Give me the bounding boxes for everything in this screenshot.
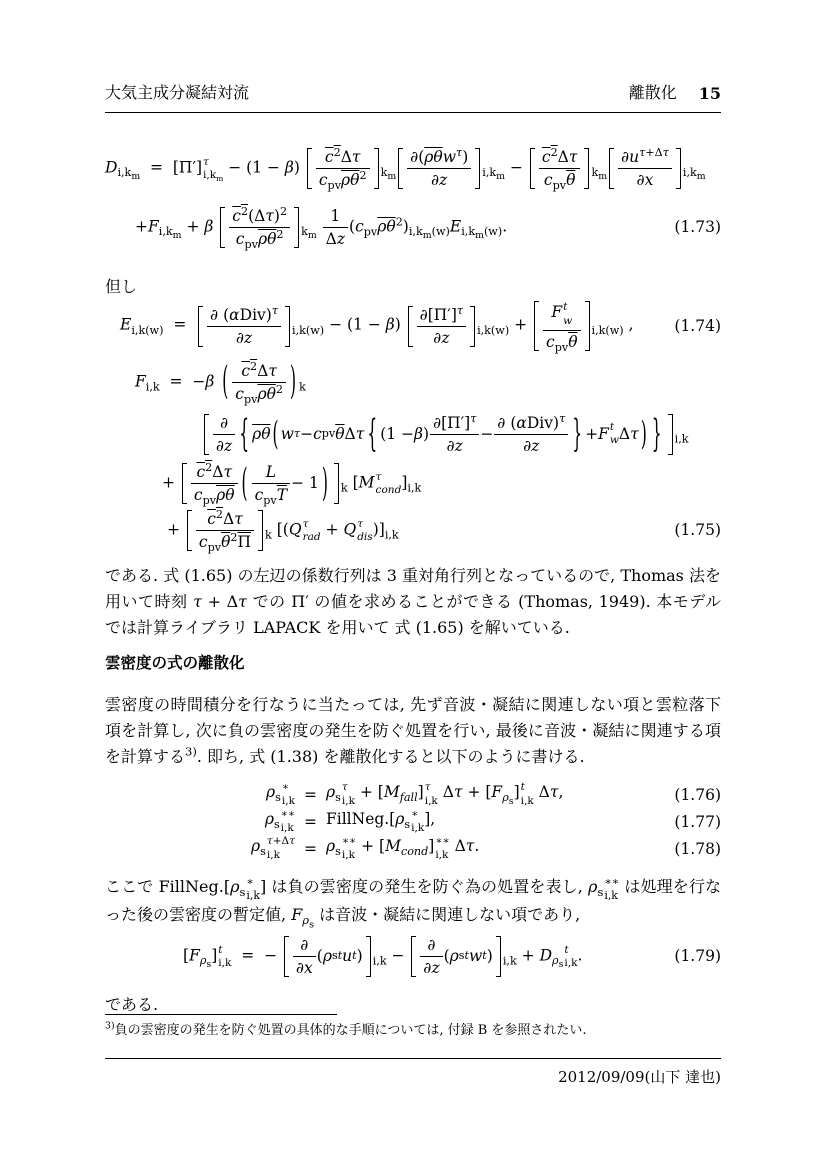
equation-number: (1.78) [674, 839, 721, 858]
equation-content: $E_{i,k(w)}$ = ∂ $(\alpha Div)^\tau$ ∂z $_{i,k(w)}$ − (1 − β) $\partial[\Pi']^\tau$ ∂z $_{i,k(w)}$ + Ft w $c_{pv}\overline{\theta}$ $_{i,k(w)}$ , [120, 301, 634, 354]
header-section-title: 離散化 [628, 83, 677, 102]
equation-lhs: $\rho_s\tau+\Delta\tau$ i,k [251, 835, 295, 861]
equation-rhs: $FillNeg.[\rho_s∗$ i,k], [326, 808, 436, 834]
equation-content: $D_{i,k_m} = [\Pi']\tau$ $i,k_m - (1 - \beta)$ $c^2\Delta\tau$ $c_{pv}\overline{\rho}\overline{\theta}^2$ $_{k_m}$ $\partial(\overline{\rho}\overline{\theta}w^\tau)$ ∂z $_{i,k_m}$ − $c^2\Delta\tau$ $c_{pv}\overline{\theta}$ $_{k_m}$ $\partial u^{\tau+\Delta\tau}$ ∂x $_{i,k_m}$ [105, 145, 706, 192]
equation-rhs: $\rho_s\tau$ $i,k + [M_{fall}]\tau$ i,k $\Delta\tau + [F_{\rho_s}]t$ i,k Δτ, [326, 781, 564, 808]
equation-content: $[F_{\rho_s}]t$ i,k = − ∂ ∂x ( ρ s t u t ) $_{i,k}$ − ∂ ∂z ( ρ s t w t ) $_{i,k} + D_{\rho_s}t$ i,k. [183, 935, 583, 977]
equation-1-77 [105, 808, 721, 835]
equation-content: + $c^2\Delta\tau$ $c_{pv}\overline{\rho}\overline{\theta}$ ( L $c_{pv}\overline{T}$ − 1 ) $_k$ [Mτ $cond]_{i,k}$ [162, 460, 422, 507]
equation-1-78 [105, 835, 721, 862]
equation-number: (1.79) [674, 947, 721, 965]
equation-number: (1.74) [674, 317, 721, 335]
equation-1-75 [105, 355, 721, 553]
equation-line [105, 459, 721, 507]
section-heading: 雲密度の式の離散化 [105, 654, 245, 672]
equation-1-79 [105, 931, 721, 981]
equals-sign: = [304, 839, 317, 858]
equation-content: $F_{i,k} = -\beta$ ( $c^2\Delta\tau$ $c_{pv}\overline{\rho}\overline{\theta}^2$ ) $_k$ [135, 358, 306, 406]
footer-rule [105, 1058, 721, 1059]
equation-number: (1.77) [674, 812, 721, 831]
equals-sign: = [304, 812, 317, 831]
equation-line [105, 198, 721, 256]
equation-number: (1.75) [674, 521, 721, 539]
equation-rhs: $\rho_s∗∗$ $i,k + [M_{cond}]∗∗$ i,k Δτ. [326, 835, 480, 861]
footnote: $^{3)}$負の雲密度の発生を防ぐ処置の具体的な手順については, 付録 B を参照されたい. [105, 1020, 587, 1038]
equation-group-176-178 [105, 781, 721, 862]
equation-content: + $c^2\Delta\tau$ $c_{pv}\overline{\theta}^2\overline{\Pi}$ $_k$ [(Qτ rad + Qτ $dis)]_{i,k}$ [167, 507, 399, 554]
page-header [105, 80, 721, 113]
equation-content: ∂ ∂z { $\overline{\rho}$ $\overline{\theta}$ ( w τ − c pv $\overline{\theta}$ Δ τ { (1 − β ) $\partial[\Pi']^\tau$ ∂z − ∂ $(\alpha Div)^\tau$ ∂z } + F t w Δ τ ) } $_{i,k}$ [202, 414, 689, 455]
paragraph: 雲密度の時間積分を行なうに当たっては, 先ず音波・凝結に関連しない項と雲粒落下項を計算し, 次に負の雲密度の発生を防ぐ処置を行い, 最後に音波・凝結に関連する項を計算する$^{3)}$. 即ち, 式 (1.38) を離散化すると以下のように書ける. [105, 695, 721, 766]
page-number: 15 [698, 84, 721, 103]
equation-lhs: $\rho_s∗$ i,k [266, 781, 295, 807]
equation-line [105, 299, 721, 353]
closing-text: である. [105, 995, 159, 1014]
equation-line [105, 507, 721, 553]
equation-lhs: $\rho_s∗∗$ i,k [264, 808, 295, 834]
equation-line [105, 138, 721, 198]
footnote-rule [105, 1014, 337, 1015]
equation-1-76 [105, 781, 721, 808]
equation-line [105, 355, 721, 409]
equation-1-74 [105, 299, 721, 353]
equals-sign: = [304, 785, 317, 804]
header-title-left: 大気主成分凝結対流 [105, 83, 250, 102]
equation-number: (1.76) [674, 785, 721, 804]
equation-1-73 [105, 138, 721, 256]
equation-content: $+F_{i,k_m} + \beta$ $c^2(\Delta\tau)^2$ $c_{pv}\overline{\rho}\overline{\theta}^2$ $_{k_m}$ $\frac{1}{\Delta z}$ $(c_{pv}\overline{\rho}\overline{\theta}^2)_{i,k_m(w)}E_{i,k_m(w)}$. [135, 204, 508, 251]
paragraph: である. 式 (1.65) の左辺の係数行列は 3 重対角行列となっているので, Thomas 法を用いて時刻 τ + Δτ での Π′ の値を求めることができる (Thomas, 1949). 本モデルでは計算ライブラリ LAPACK を用いて 式 (1.65) を解いている. [105, 566, 721, 637]
equation-number: (1.73) [674, 218, 721, 236]
equation-line [105, 409, 721, 459]
paragraph: ここで $FillNeg.[\rho_s∗$ i,k] は負の雲密度の発生を防ぐ為の処置を表し, $\rho_s∗∗$ i,k は処理を行なった後の雲密度の暫定値, $F_{\rho_s}$ は音波・凝結に関連しない項であり, [105, 874, 721, 931]
equation-line [105, 931, 721, 981]
connector-text: 但し [105, 277, 138, 296]
footer-date-author: 2012/09/09(山下 達也) [558, 1068, 721, 1086]
